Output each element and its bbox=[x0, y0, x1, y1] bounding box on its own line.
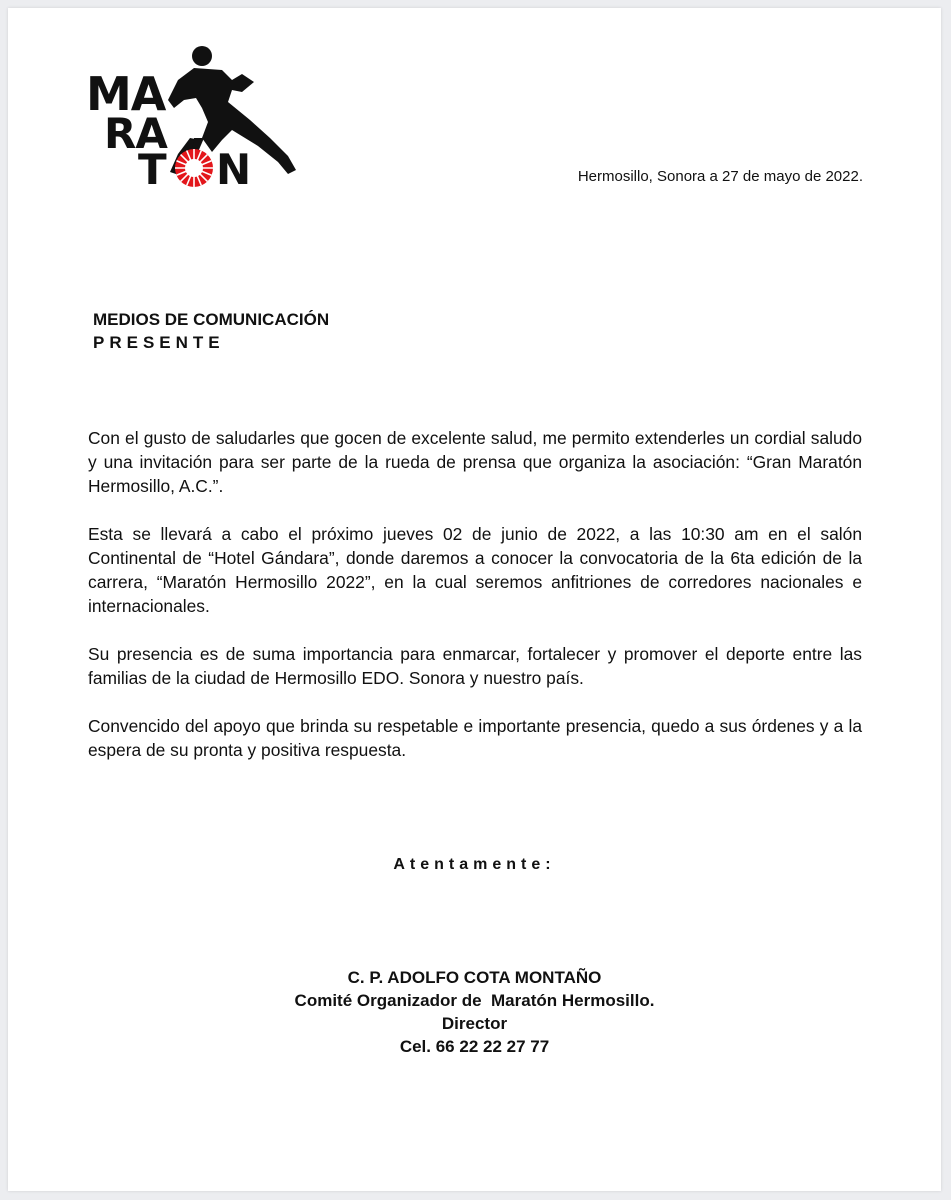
body-paragraph-2: Esta se llevará a cabo el próximo jueves 02 de junio de 2022, a las 10:30 am en el salón Continental de “Hotel Gándara”, donde daremos a conocer la convocatoria de la 6ta edición de la carrera, “Maratón Hermosillo 2022”, en la cual seremos anfitriones de corredores nacionales e internacionales. bbox=[88, 524, 862, 616]
logo-text-line1: MA bbox=[86, 67, 166, 121]
body-paragraph-1: Con el gusto de saludarles que gocen de excelente salud, me permito extenderles un cordial saludo y una invitación para ser parte de la rueda de prensa que organiza la asociación: “Gran Maratón Hermosillo, A.C.”. bbox=[88, 428, 862, 496]
logo-text-line3-right: N bbox=[216, 145, 252, 192]
logo-text-line2: RA bbox=[104, 109, 167, 158]
sunburst-o-icon bbox=[175, 149, 213, 187]
body-paragraph-4: Convencido del apoyo que brinda su respetable e importante presencia, quedo a sus órdenes y a la espera de su pronta y positiva respuesta. bbox=[88, 716, 862, 760]
signer-phone: Cel. 66 22 22 27 77 bbox=[399, 1037, 550, 1056]
closing-line: Atentamente: bbox=[393, 856, 556, 873]
signature-block bbox=[8, 966, 941, 1058]
signer-organization: Comité Organizador de Maratón Hermosillo. bbox=[294, 991, 655, 1010]
signer-name: C. P. ADOLFO COTA MONTAÑO bbox=[347, 968, 602, 987]
body-paragraph-3: Su presencia es de suma importancia para enmarcar, fortalecer y promover el deporte entre las familias de la ciudad de Hermosillo EDO. Sonora y nuestro país. bbox=[88, 644, 862, 688]
signer-title: Director bbox=[441, 1014, 508, 1033]
maraton-logo bbox=[82, 42, 302, 192]
recipient-line2: PRESENTE bbox=[93, 333, 225, 352]
logo-text-line3-left: T bbox=[138, 145, 167, 192]
recipient-line1: MEDIOS DE COMUNICACIÓN bbox=[93, 310, 330, 329]
letter-date: Hermosillo, Sonora a 27 de mayo de 2022. bbox=[577, 168, 863, 185]
letter-page bbox=[8, 8, 941, 1191]
letter-body bbox=[88, 426, 862, 786]
recipient-block bbox=[93, 308, 329, 354]
